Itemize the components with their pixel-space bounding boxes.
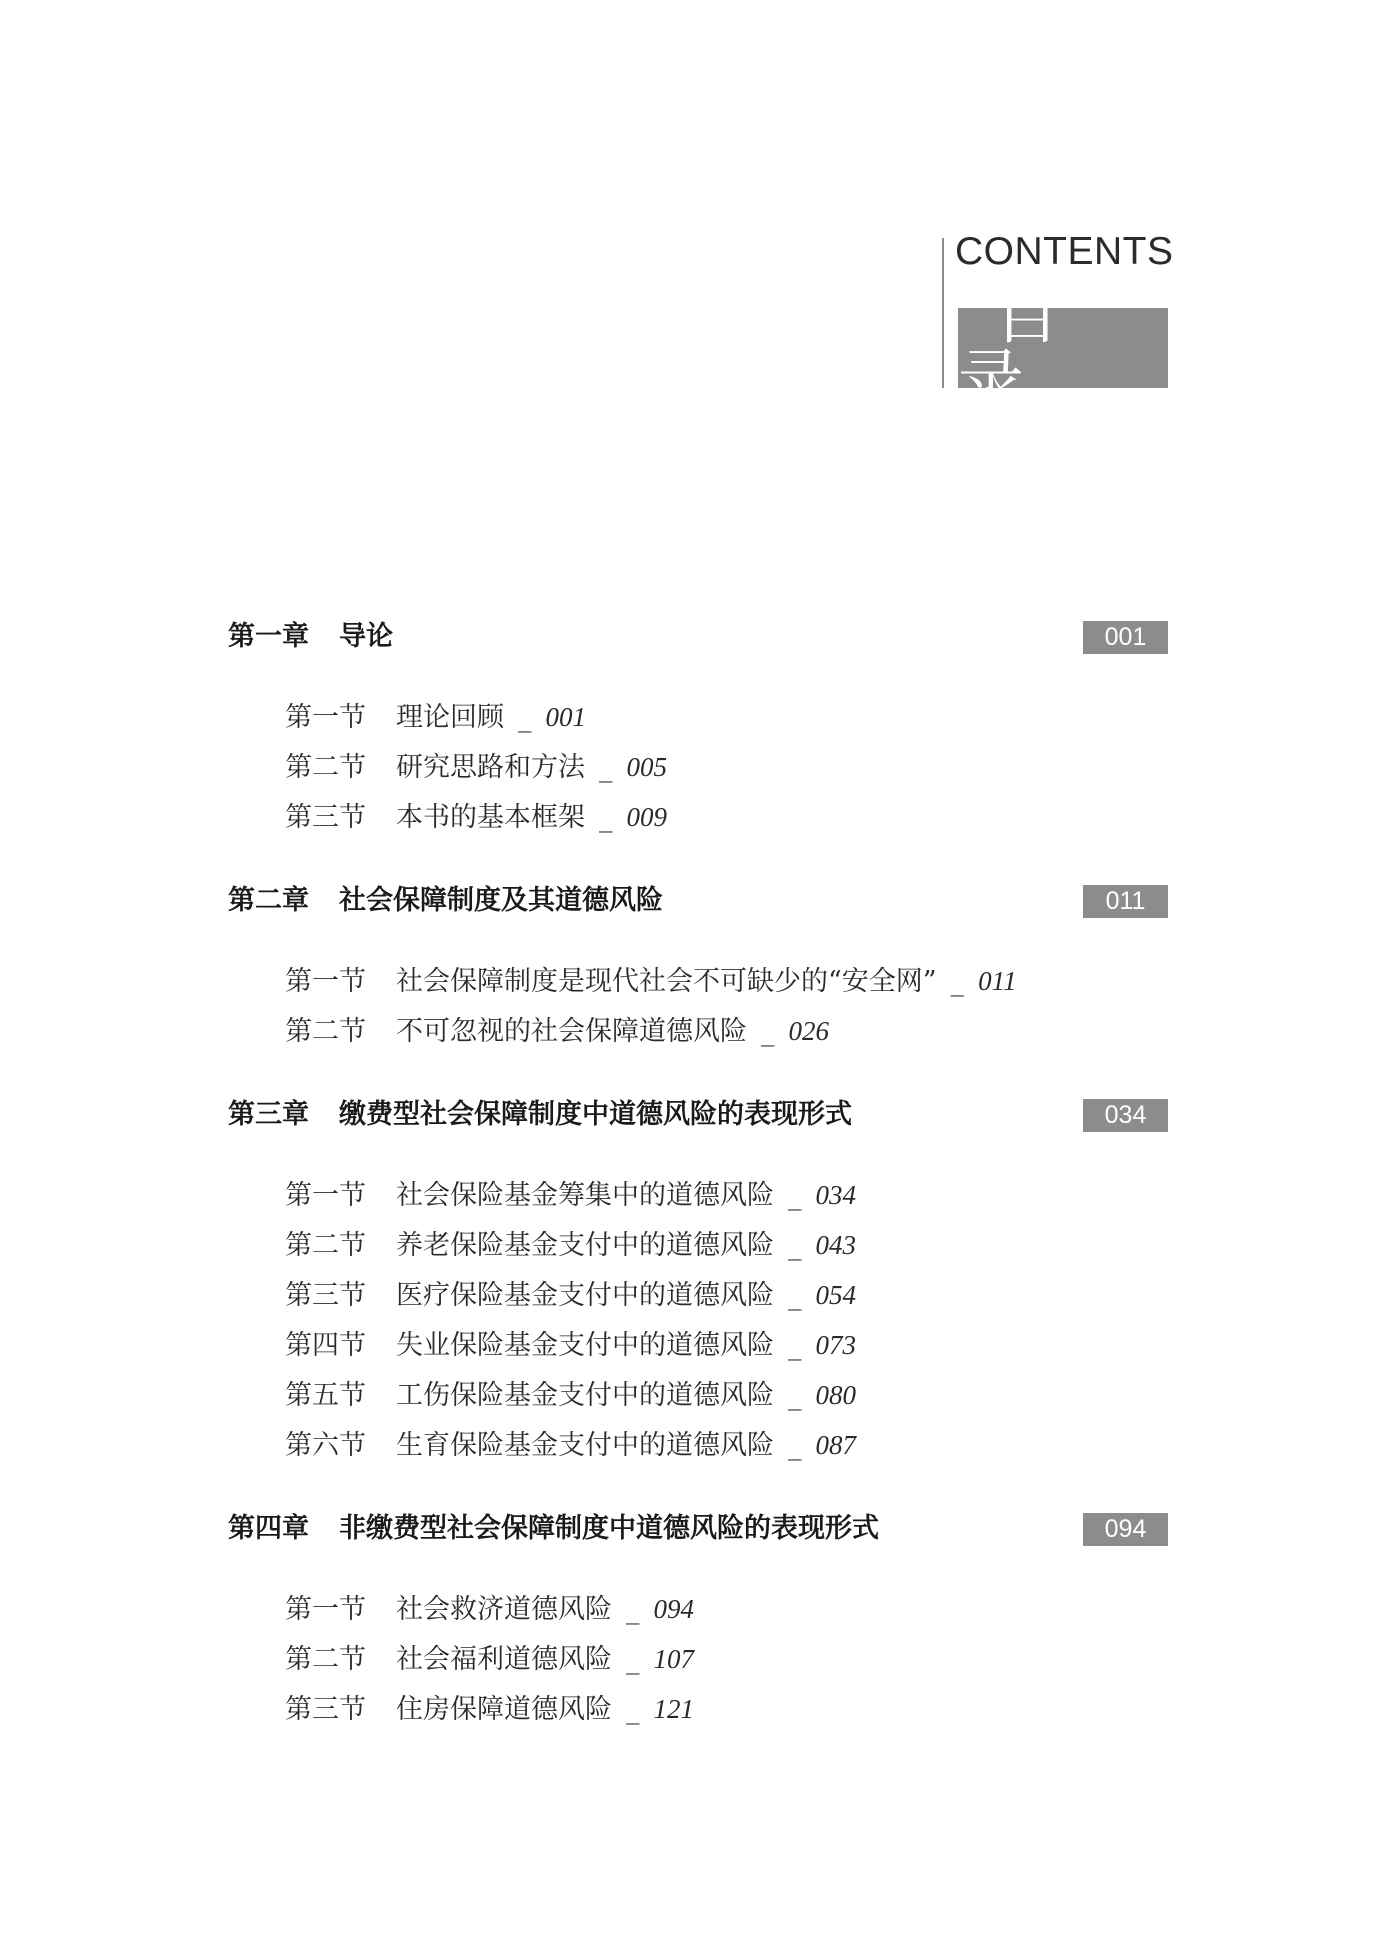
page-separator: _ [788, 1230, 802, 1261]
chapter-page-badge: 001 [1083, 621, 1168, 654]
section-page: 094 [653, 1594, 694, 1624]
section-title: 社会保险基金筹集中的道德风险 [396, 1180, 774, 1211]
section-title: 住房保障道德风险 [396, 1694, 612, 1725]
section-number: 第五节 [285, 1380, 366, 1411]
section-page: 087 [815, 1430, 856, 1460]
section-number: 第六节 [285, 1430, 366, 1461]
section-entry[interactable] [285, 697, 586, 738]
section-entry[interactable] [285, 1639, 694, 1680]
section-title: 养老保险基金支付中的道德风险 [396, 1230, 774, 1261]
section-title: 工伤保险基金支付中的道德风险 [396, 1380, 774, 1411]
section-entry[interactable] [285, 1325, 856, 1366]
section-number: 第二节 [285, 1230, 366, 1261]
section-entry[interactable] [285, 1011, 829, 1052]
chapter-number: 第三章 [228, 1099, 309, 1130]
page-separator: _ [788, 1380, 802, 1411]
section-page: 005 [626, 752, 667, 782]
section-entry[interactable] [285, 1175, 856, 1216]
chapter-number: 第二章 [228, 885, 309, 916]
section-title: 理论回顾 [396, 702, 504, 733]
page-separator: _ [599, 802, 613, 833]
section-page: 121 [653, 1694, 694, 1724]
page-separator: _ [950, 966, 965, 997]
section-number: 第一节 [285, 966, 366, 997]
chapter-page-badge: 034 [1083, 1099, 1168, 1132]
section-title: 生育保险基金支付中的道德风险 [396, 1430, 774, 1461]
section-number: 第一节 [285, 702, 366, 733]
chapter-page-badge: 094 [1083, 1513, 1168, 1546]
section-page: 001 [545, 702, 586, 732]
section-title: 社会保障制度是现代社会不可缺少的“安全网” [396, 966, 937, 997]
chapter-entry[interactable] [228, 617, 1168, 657]
page-separator: _ [788, 1430, 802, 1461]
section-page: 107 [653, 1644, 694, 1674]
section-page: 080 [815, 1380, 856, 1410]
section-page: 073 [815, 1330, 856, 1360]
section-page: 054 [815, 1280, 856, 1310]
page-separator: _ [626, 1594, 640, 1625]
section-number: 第四节 [285, 1330, 366, 1361]
section-entry[interactable] [285, 1425, 856, 1466]
section-number: 第三节 [285, 802, 366, 833]
chapter-number: 第一章 [228, 621, 309, 652]
section-entry[interactable] [285, 1689, 694, 1730]
page-separator: _ [788, 1330, 802, 1361]
header-divider [942, 238, 944, 388]
section-entry[interactable] [285, 1589, 694, 1630]
page-separator: _ [626, 1694, 640, 1725]
chapter-entry[interactable] [228, 1095, 1168, 1135]
section-entry[interactable] [285, 1375, 856, 1416]
section-title: 失业保险基金支付中的道德风险 [396, 1330, 774, 1361]
contents-heading-cn: 目录 [958, 308, 1168, 388]
section-number: 第一节 [285, 1594, 366, 1625]
page-separator: _ [761, 1016, 775, 1047]
chapter-number: 第四章 [228, 1513, 309, 1544]
chapter-title: 缴费型社会保障制度中道德风险的表现形式 [339, 1099, 852, 1130]
page-separator: _ [599, 752, 613, 783]
section-page: 026 [788, 1016, 829, 1046]
section-number: 第三节 [285, 1280, 366, 1311]
page-separator: _ [626, 1644, 640, 1675]
page-separator: _ [518, 702, 532, 733]
page-separator: _ [788, 1280, 802, 1311]
section-page: 011 [978, 966, 1017, 996]
section-number: 第二节 [285, 1016, 366, 1047]
section-entry[interactable] [285, 797, 667, 838]
section-number: 第二节 [285, 1644, 366, 1675]
chapter-entry[interactable] [228, 881, 1168, 921]
section-entry[interactable] [285, 1275, 856, 1316]
section-entry[interactable] [285, 961, 1017, 1002]
section-page: 034 [815, 1180, 856, 1210]
section-title: 社会福利道德风险 [396, 1644, 612, 1675]
chapter-entry[interactable] [228, 1509, 1168, 1549]
contents-heading-en: CONTENTS [955, 230, 1174, 273]
chapter-title: 社会保障制度及其道德风险 [339, 885, 663, 916]
page-separator: _ [788, 1180, 802, 1211]
section-title: 医疗保险基金支付中的道德风险 [396, 1280, 774, 1311]
section-title: 社会救济道德风险 [396, 1594, 612, 1625]
chapter-page-badge: 011 [1083, 885, 1168, 918]
section-number: 第三节 [285, 1694, 366, 1725]
section-title: 不可忽视的社会保障道德风险 [396, 1016, 747, 1047]
section-title: 研究思路和方法 [396, 752, 585, 783]
section-page: 043 [815, 1230, 856, 1260]
section-title: 本书的基本框架 [396, 802, 585, 833]
section-entry[interactable] [285, 1225, 856, 1266]
chapter-title: 非缴费型社会保障制度中道德风险的表现形式 [339, 1513, 879, 1544]
section-page: 009 [626, 802, 667, 832]
chapter-title: 导论 [339, 621, 393, 652]
section-entry[interactable] [285, 747, 667, 788]
section-number: 第一节 [285, 1180, 366, 1211]
section-number: 第二节 [285, 752, 366, 783]
